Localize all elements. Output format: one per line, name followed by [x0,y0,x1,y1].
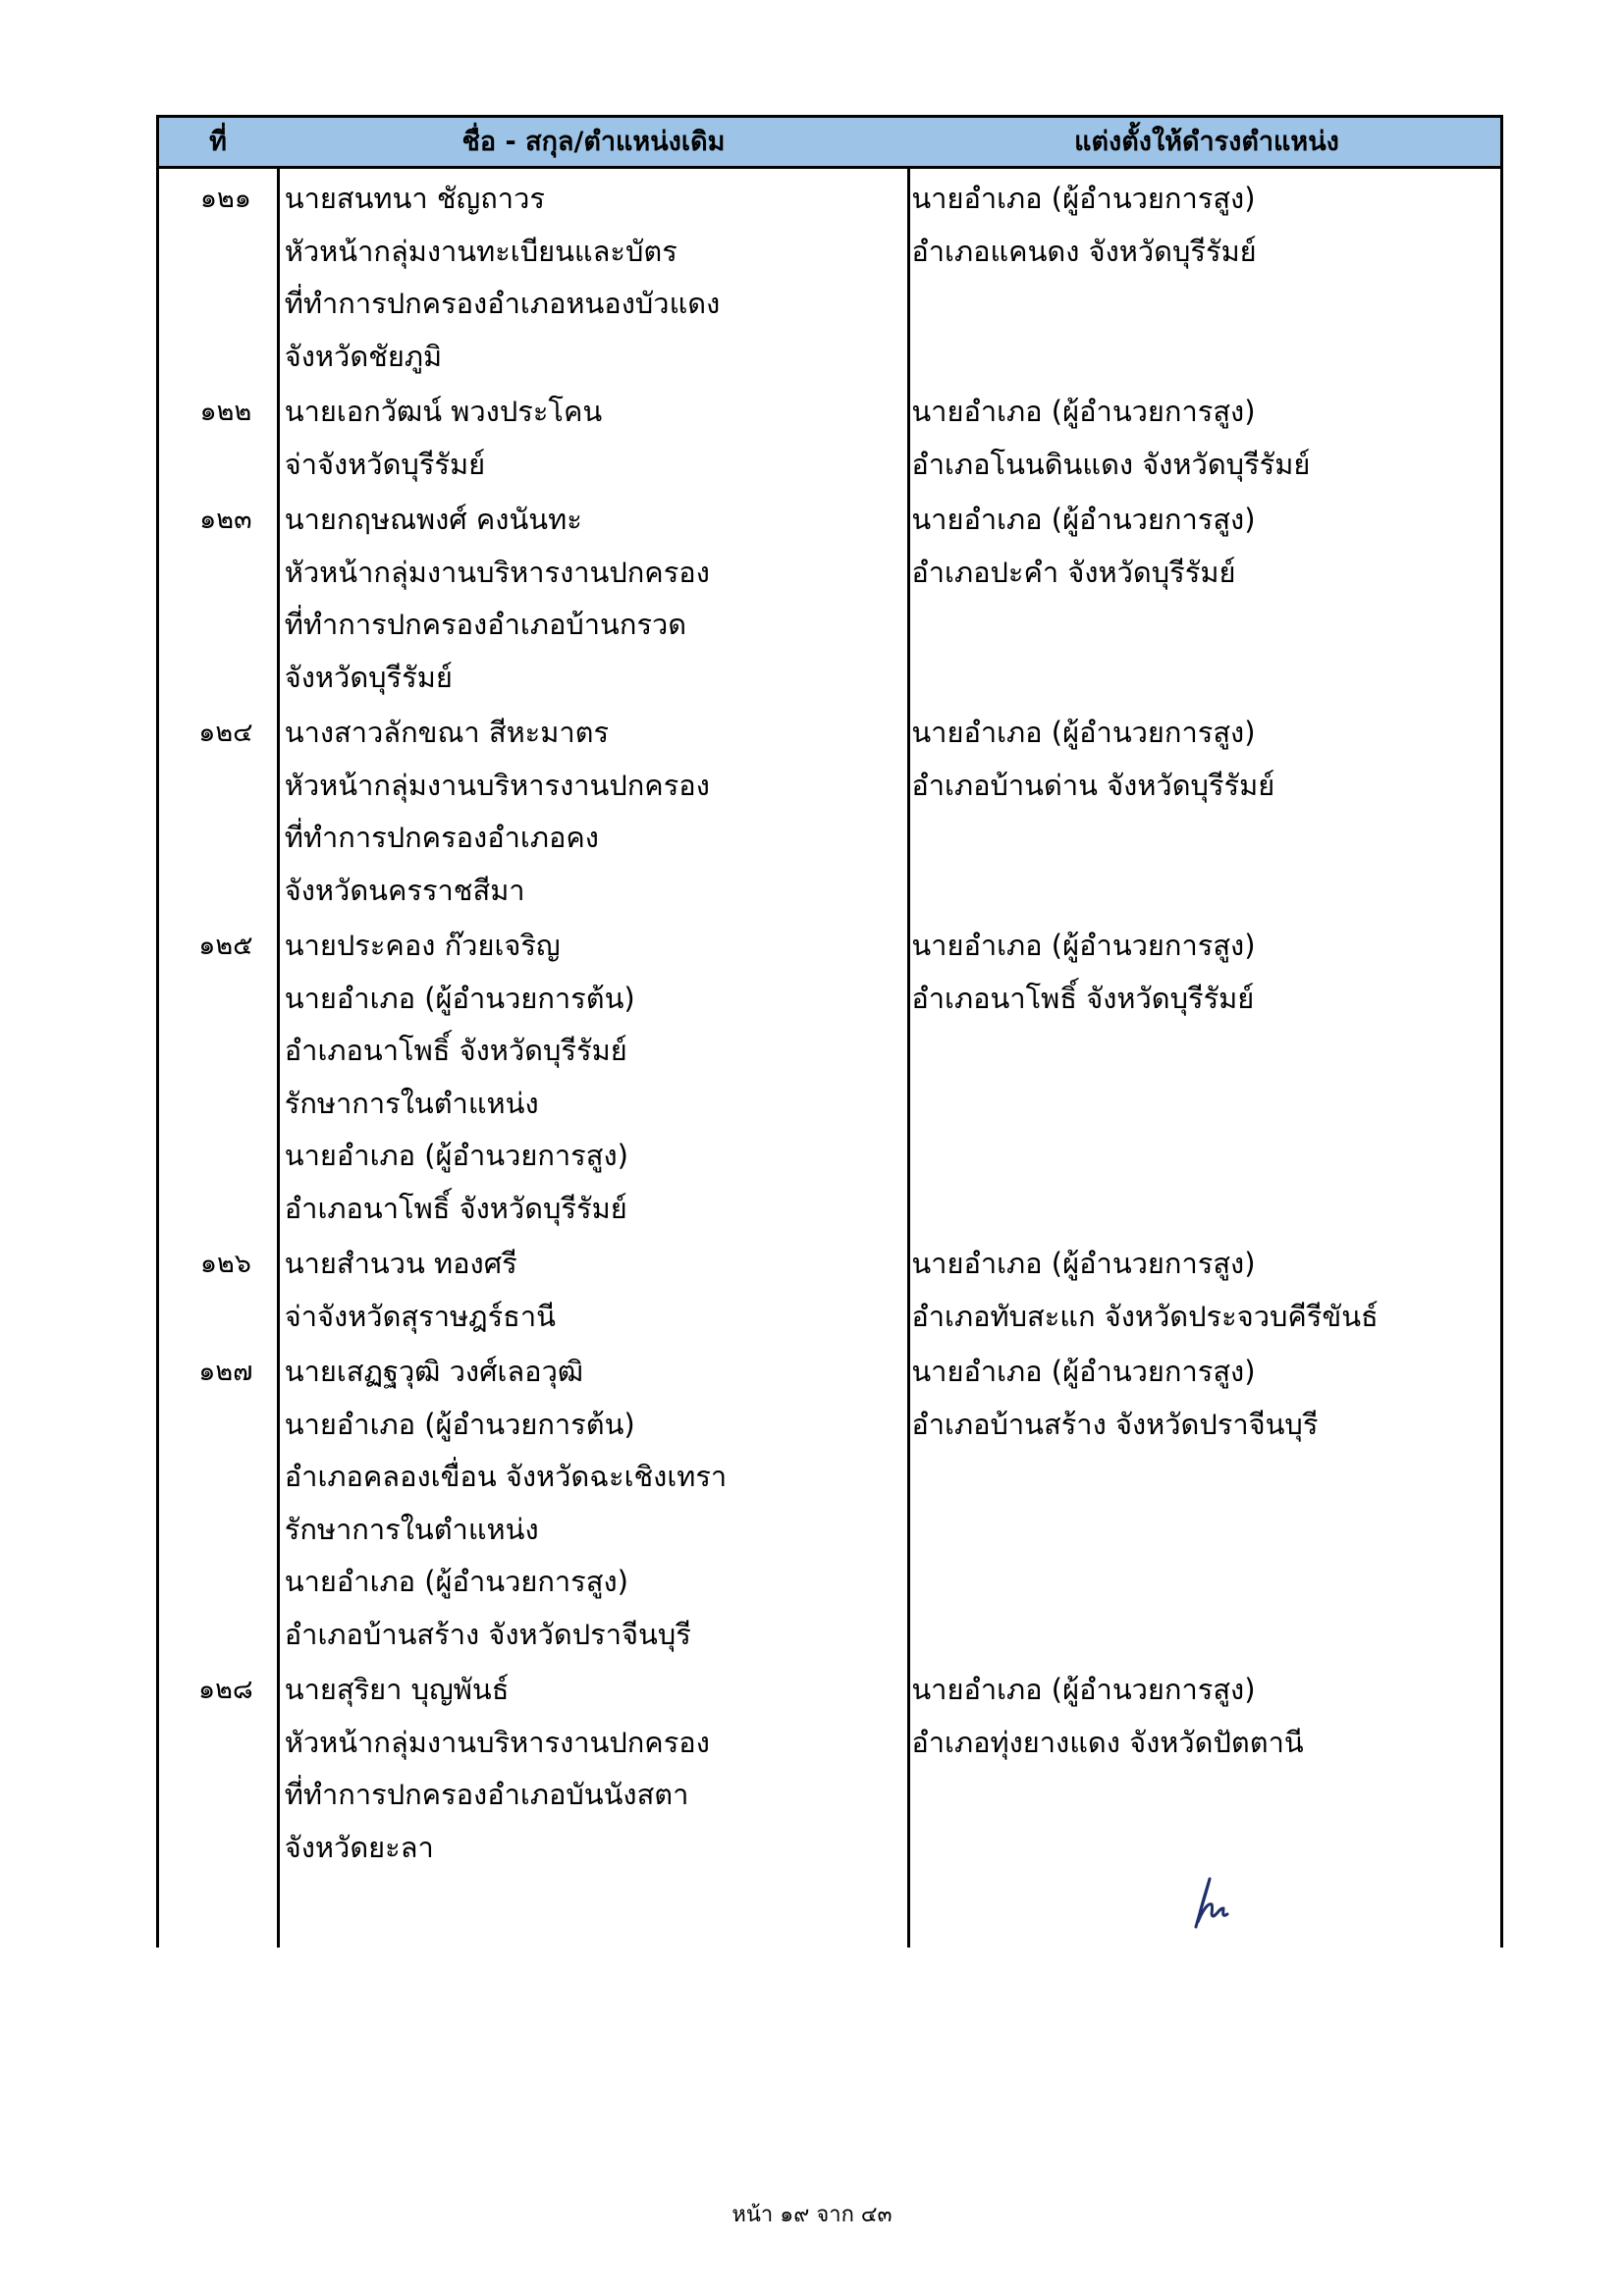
row-number: ๑๒๕ [198,931,253,961]
old-position-line: นายเสฏฐวุฒิ วงศ์เลอวุฒิ [284,1355,584,1388]
row-number: ๑๒๖ [199,1249,251,1279]
old-position-line: รักษาการในตำแหน่ง [284,1512,539,1546]
old-position-line: หัวหน้ากลุ่มงานบริหารงานปกครอง [284,1725,710,1759]
old-position-cell [277,707,906,917]
new-position-line: นายอำเภอ (ผู้อำนวยการสูง) [911,503,1256,536]
new-position-cell [905,920,1500,1025]
new-position-line: นายอำเภอ (ผู้อำนวยการสูง) [911,1247,1256,1280]
new-position-cell [905,707,1500,812]
page-footer: หน้า ๑๙ จาก ๔๓ [731,2203,893,2227]
table-row [159,494,1500,704]
new-position-line: อำเภอทับสะแก จังหวัดประจวบคีรีขันธ์ [911,1299,1379,1333]
old-position-line: จังหวัดชัยภูมิ [284,339,443,373]
old-position-line: หัวหน้ากลุ่มงานทะเบียนและบัตร [284,234,677,268]
new-position-line: นายอำเภอ (ผู้อำนวยการสูง) [911,395,1256,428]
old-position-line: จังหวัดนครราชสีมา [284,873,525,907]
table-row [159,1346,1500,1661]
header-number: ที่ [209,127,227,157]
old-position-line: อำเภอบ้านสร้าง จังหวัดปราจีนบุรี [284,1617,691,1651]
table-row [159,707,1500,917]
old-position-cell [277,1664,906,1874]
row-number: ๑๒๑ [199,184,251,214]
new-position-line: นายอำเภอ (ผู้อำนวยการสูง) [911,716,1256,749]
old-position-cell [277,173,906,383]
old-position-line: นายอำเภอ (ผู้อำนวยการสูง) [284,1565,628,1598]
old-position-line: จังหวัดบุรีรัมย์ [284,660,453,694]
old-position-line: นายอำเภอ (ผู้อำนวยการต้น) [284,981,635,1015]
new-position-line: อำเภอนาโพธิ์ จังหวัดบุรีรัมย์ [911,981,1255,1015]
new-position-line: อำเภอบ้านสร้าง จังหวัดปราจีนบุรี [911,1407,1319,1441]
old-position-line: จังหวัดยะลา [284,1830,434,1864]
old-position-line: จ่าจังหวัดบุรีรัมย์ [284,447,486,481]
old-position-cell [277,920,906,1235]
row-number: ๑๒๓ [199,505,252,535]
old-position-line: อำเภอคลองเขื่อน จังหวัดฉะเชิงเทรา [284,1460,728,1493]
old-position-cell [277,1346,906,1661]
old-position-line: นายกฤษณพงศ์ คงนันทะ [284,503,582,536]
old-position-cell [277,1238,906,1343]
old-position-line: นายสำนวน ทองศรี [284,1247,517,1280]
new-position-line: นายอำเภอ (ผู้อำนวยการสูง) [911,182,1256,215]
new-position-cell [905,494,1500,599]
table-row [159,386,1500,491]
table-body [159,169,1500,1877]
header-new-position: แต่งตั้งให้ดำรงตำแหน่ง [1074,127,1339,157]
new-position-line: นายอำเภอ (ผู้อำนวยการสูง) [911,929,1256,962]
table-row [159,173,1500,383]
signature-mark [1188,1873,1237,1932]
table-row [159,920,1500,1235]
old-position-line: นายเอกวัฒน์ พวงประโคน [284,395,603,428]
row-number: ๑๒๒ [199,397,252,427]
new-position-cell [905,1238,1500,1343]
new-position-line: นายอำเภอ (ผู้อำนวยการสูง) [911,1355,1256,1388]
new-position-cell [905,386,1500,491]
new-position-cell [905,173,1500,278]
old-position-line: จ่าจังหวัดสุราษฎร์ธานี [284,1299,556,1333]
old-position-line: อำเภอนาโพธิ์ จังหวัดบุรีรัมย์ [284,1191,627,1225]
old-position-line: นายสุริยา บุญพันธ์ [284,1673,510,1706]
old-position-line: รักษาการในตำแหน่ง [284,1086,539,1120]
old-position-line: นางสาวลักขณา สีหะมาตร [284,716,610,749]
new-position-line: นายอำเภอ (ผู้อำนวยการสูง) [911,1673,1256,1706]
table-header [159,115,1500,169]
new-position-line: อำเภอแคนดง จังหวัดบุรีรัมย์ [911,234,1257,268]
new-position-line: อำเภอบ้านด่าน จังหวัดบุรีรัมย์ [911,768,1275,802]
old-position-line: นายอำเภอ (ผู้อำนวยการสูง) [284,1139,628,1172]
new-position-line: อำเภอโนนดินแดง จังหวัดบุรีรัมย์ [911,447,1311,481]
table-row [159,1664,1500,1874]
row-number: ๑๒๘ [197,1675,253,1705]
table-row [159,1238,1500,1343]
new-position-line: อำเภอปะคำ จังหวัดบุรีรัมย์ [911,555,1236,589]
old-position-cell [277,386,906,491]
old-position-line: ที่ทำการปกครองอำเภอหนองบัวแดง [284,287,721,320]
old-position-line: หัวหน้ากลุ่มงานบริหารงานปกครอง [284,768,710,802]
new-position-line: อำเภอทุ่งยางแดง จังหวัดปัตตานี [911,1725,1304,1759]
old-position-line: นายประคอง ก๊วยเจริญ [284,929,561,962]
old-position-line: ที่ทำการปกครองอำเภอบันนังสตา [284,1778,689,1811]
old-position-line: หัวหน้ากลุ่มงานบริหารงานปกครอง [284,555,710,589]
new-position-cell [905,1346,1500,1451]
old-position-line: ที่ทำการปกครองอำเภอคง [284,821,599,854]
appointment-table [156,115,1503,1948]
old-position-line: อำเภอนาโพธิ์ จังหวัดบุรีรัมย์ [284,1034,627,1067]
row-number: ๑๒๔ [198,718,253,748]
old-position-cell [277,494,906,704]
old-position-line: นายสนทนา ชัญถาวร [284,182,545,215]
new-position-cell [905,1664,1500,1769]
old-position-line: นายอำเภอ (ผู้อำนวยการต้น) [284,1407,635,1441]
old-position-line: ที่ทำการปกครองอำเภอบ้านกรวด [284,608,687,641]
header-name-old-position: ชื่อ - สกุล/ตำแหน่งเดิม [461,127,726,157]
row-number: ๑๒๗ [198,1357,253,1387]
